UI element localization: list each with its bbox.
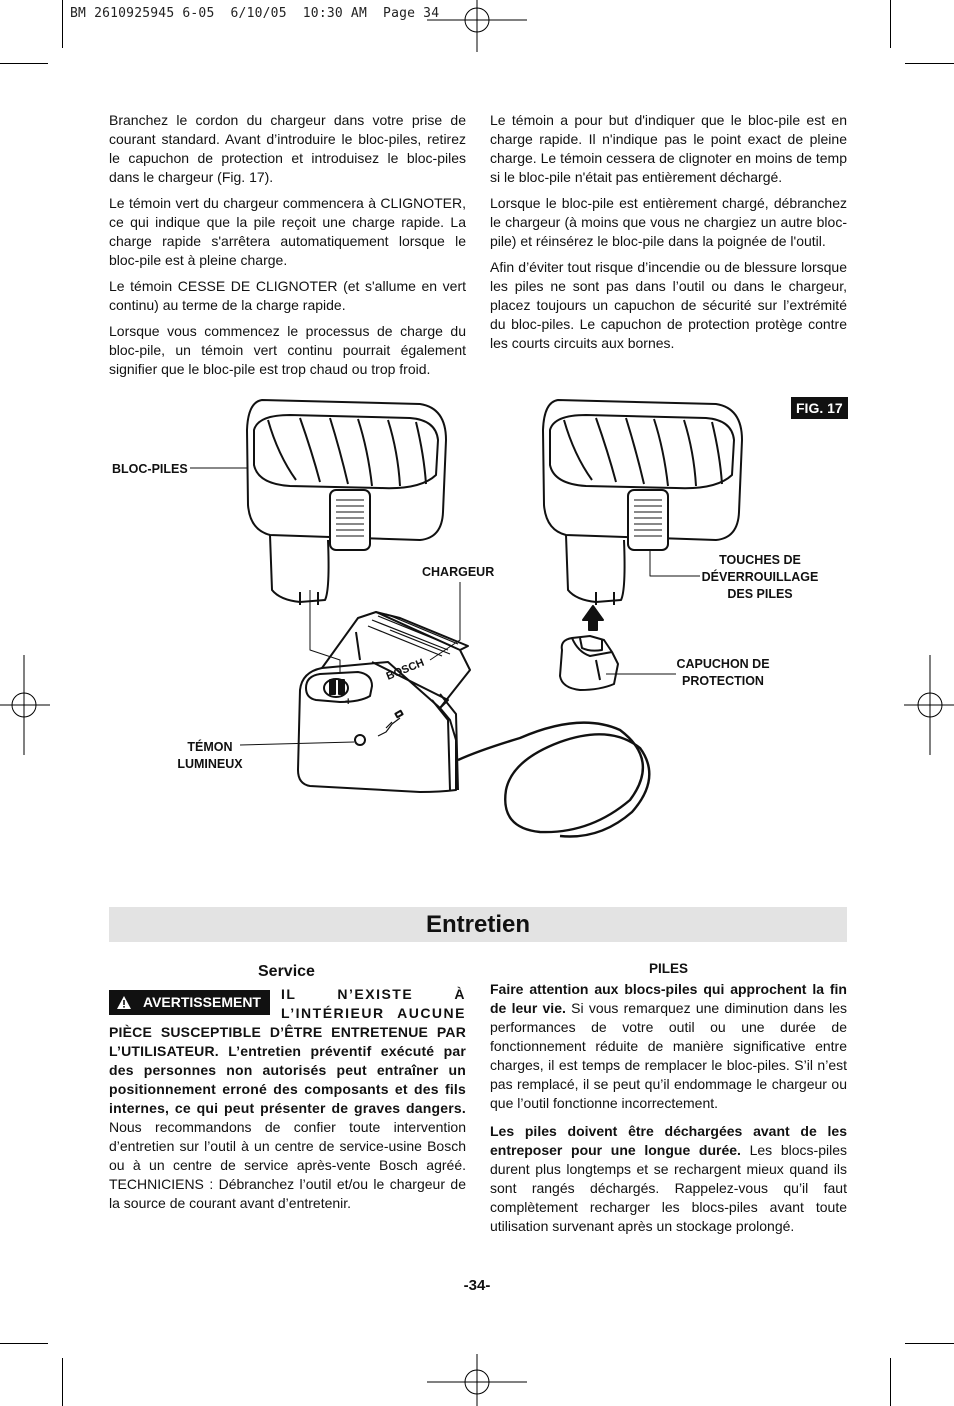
- callout-capuchon-protection: CAPUCHON DE PROTECTION: [676, 657, 770, 688]
- piles-p2-bold: Les piles doivent être déchargées avant de les entreposer pour une longue durée.: [490, 1123, 847, 1158]
- paragraph: Le témoin a pour but d'indiquer que le bloc-pile est en charge rapide. Il n'indique pas le point exact de pleine charge. Le témoin cessera de clignoter en moins de temp si le bloc-pile n'était pas entièrement déchargé.: [490, 112, 847, 185]
- paragraph: Lorsque vous commencez le processus de charge du bloc-pile, un témoin vert continu pourrait également signifier que le bloc-pile est trop chaud ou trop froid.: [109, 323, 466, 377]
- paragraph: Le témoin CESSE DE CLIGNOTER (et s'allume en vert continu) au terme de la charge rapide.: [109, 278, 466, 313]
- warning-triangle-icon: [117, 996, 131, 1009]
- warning-text-bold: PIÈCE SUSCEPTIBLE D’ÊTRE ENTRETENUE PAR L’UTILISATEUR. L’entretien préventif exécuté par des personnes non autorisés peut entraîner un positionnement erroné des composants et des fils internes, ce qui peut présenter de graves dangers.: [109, 1024, 466, 1116]
- plus-label: +: [345, 696, 352, 708]
- warning-badge: [109, 990, 270, 1015]
- registration-mark-top: [427, 0, 527, 55]
- section-header-bar: [109, 907, 847, 942]
- piles-p2-body: Les blocs-piles durent plus longtemps et se rechargent mieux quand ils sont rangés déchargés. Rappelez-vous qu’il faut complètement recharger les blocs-piles avant toute utilisation survenant après un stockage prolongé.: [490, 1142, 847, 1234]
- protective-cap: [560, 636, 618, 690]
- callout-bloc-piles: BLOC-PILES: [112, 462, 188, 476]
- registration-mark-bottom: [427, 1352, 527, 1406]
- battery-pack-left: [247, 400, 446, 605]
- insert-arrow: [583, 606, 603, 630]
- paragraph: Branchez le cordon du chargeur dans votre prise de courant standard. Avant d’introduire le bloc-piles, retirez le capuchon de protection et introduisez le bloc-piles dans le chargeur (Fig. 17).: [109, 112, 466, 185]
- callout-temoin-lumineux: TÉMON LUMINEUX: [177, 740, 243, 771]
- figure-17-illustration: [0, 390, 954, 840]
- warning-heading: IL N’EXISTE À L’INTÉRIEUR AUCUNE: [281, 986, 466, 1021]
- service-text: [109, 1023, 466, 1213]
- charger-cord: [458, 723, 649, 837]
- callout-touches-deverrouillage: TOUCHES DE DÉVERROUILLAGE DES PILES: [701, 553, 819, 601]
- section-title: Entretien: [425, 911, 530, 938]
- callout-chargeur: CHARGEUR: [422, 565, 495, 579]
- charger-brand-label: BOSCH: [384, 656, 426, 683]
- piles-p1-bold: Faire attention aux blocs-piles qui approchent la fin de leur vie.: [490, 981, 847, 1016]
- service-heading: Service: [258, 963, 315, 980]
- piles-text: [490, 980, 847, 1245]
- service-text-body: Nous recommandons de confier toute intervention d’entretien sur l’outil à un centre de service-usine Bosch ou à un centre de service après-vente Bosch agréé. TECHNICIENS : Débranchez l’outil et/ou le chargeur de la source de courant avant d’entretenir.: [109, 1119, 466, 1211]
- charger-base: [298, 612, 470, 792]
- warning-label: AVERTISSEMENT: [143, 994, 261, 1010]
- page-number: -34-: [463, 1277, 491, 1294]
- paragraph: Lorsque le bloc-pile est entièrement chargé, débranchez le chargeur (à moins que vous ne chargiez un autre bloc-pile) et réinsérez le bloc-pile dans la poignée de l'outil.: [490, 195, 847, 249]
- paragraph: Le témoin vert du chargeur commencera à CLIGNOTER, ce qui indique que la pile reçoit une charge rapide. La charge rapide s'arrêtera automatiquement lorsque le bloc-pile est à pleine charge.: [109, 195, 466, 268]
- charging-instructions-right: [490, 111, 847, 360]
- piles-p1-body: Si vous remarquez une diminution dans les performances de votre outil ou une durée de fonctionnement réduite de manière significative entre charges, il est temps de remplacer le bloc-piles. S’il n’est pas remplacé, il se peut qu’il endommage le chargeur ou que l’outil fonctionne incorrectement.: [490, 1000, 847, 1111]
- piles-heading: PILES: [648, 961, 688, 976]
- paragraph: [490, 980, 847, 1113]
- paragraph: [490, 1122, 847, 1236]
- charging-instructions-left: [109, 111, 466, 386]
- paragraph: Afin d’éviter tout risque d’incendie ou de blessure lorsque les piles ne sont pas dans l’outil ou dans le chargeur, placez toujours un capuchon de sécurité sur l’extrémité du bloc-piles. Le capuchon de protection protège contre les courts circuits aux bornes.: [490, 259, 847, 351]
- print-slug-line: BM 2610925945 6-05 6/10/05 10:30 AM Page 34: [70, 6, 440, 21]
- figure-number-badge: FIG. 17: [791, 397, 848, 419]
